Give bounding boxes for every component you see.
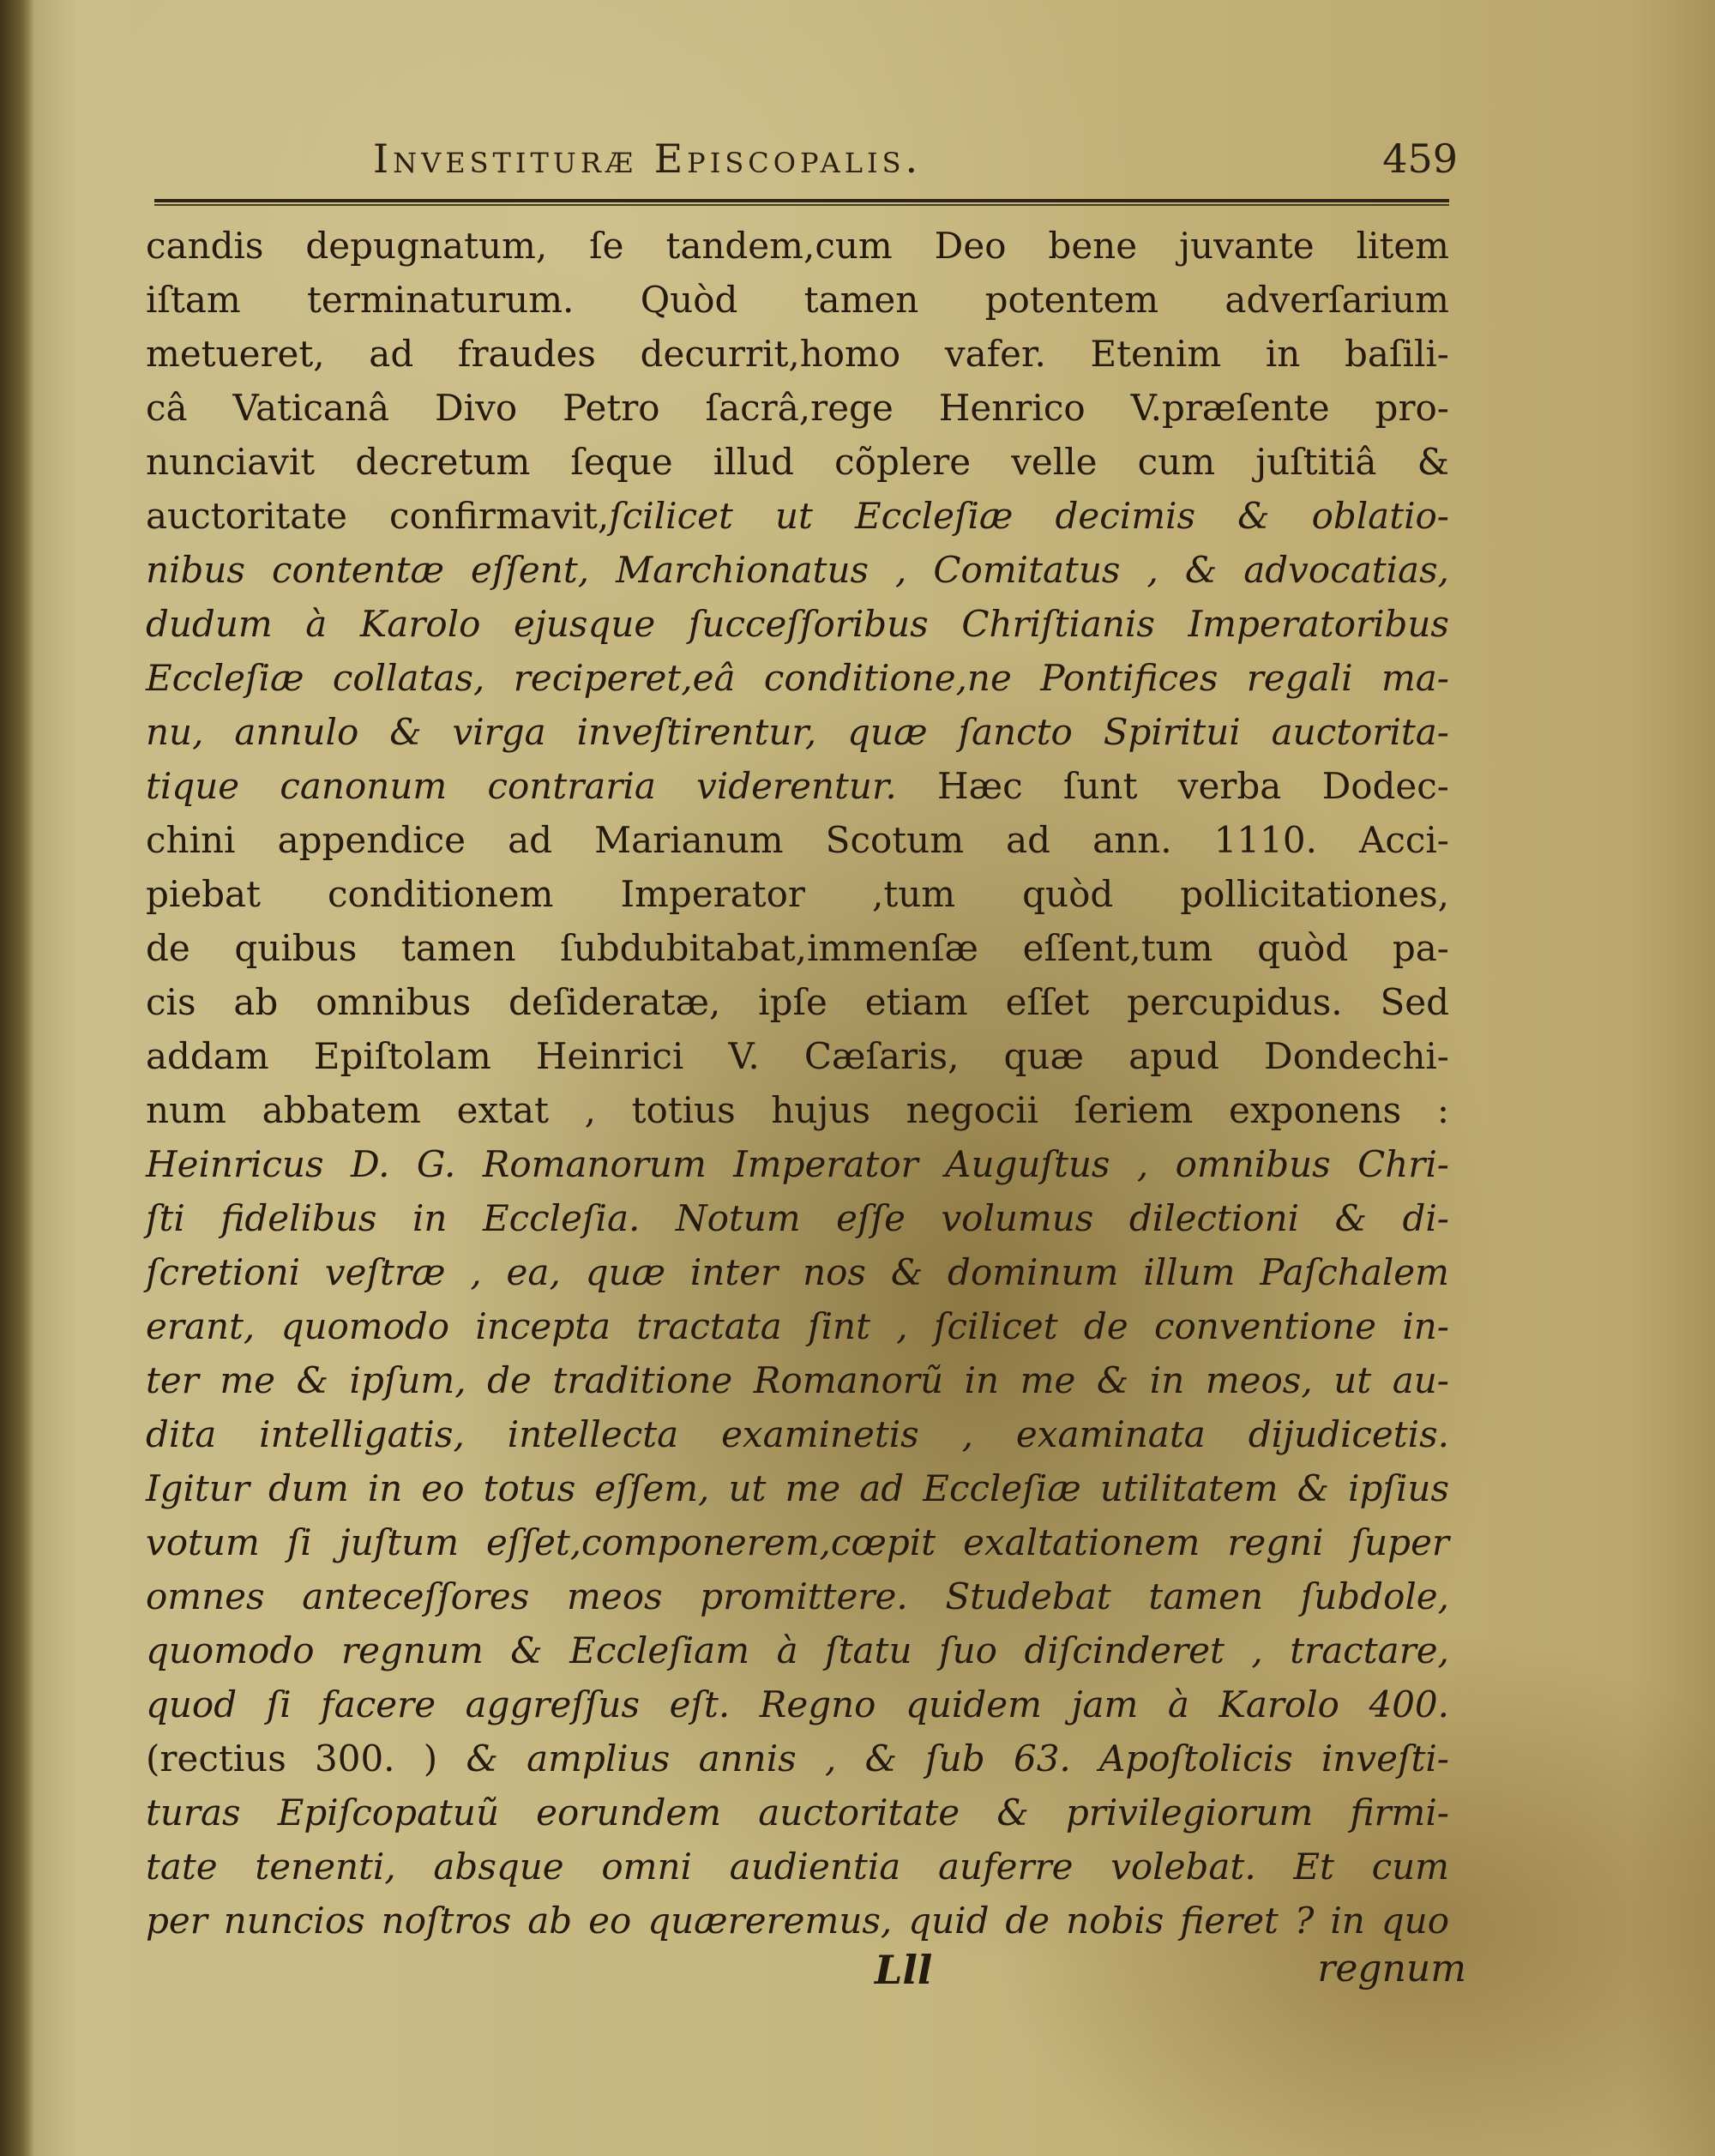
text-line [146, 489, 1449, 543]
text-line-content: nunciavit decretum ſeque illud cõplere velle cum juſtitiâ & [146, 441, 1449, 483]
text-line-content: quod ſi facere aggreſſus eſt. Regno quidem jam à Karolo 400. [146, 1683, 1449, 1725]
text-line [146, 381, 1449, 435]
page-number: 459 [1382, 136, 1458, 182]
text-line [146, 273, 1449, 327]
text-line-content: ter me & ipſum, de traditione Romanorũ in me & in meos, ut au- [146, 1359, 1449, 1401]
text-line-content: votum ſi juſtum eſſet,componerem,cœpit exaltationem regni ſuper [146, 1521, 1449, 1563]
text-line [146, 1029, 1449, 1083]
text-line [146, 705, 1449, 759]
text-line-content: ſti fidelibus in Eccleſia. Notum eſſe volumus dilectioni & di- [146, 1197, 1449, 1239]
text-line-content: chini appendice ad Marianum Scotum ad ann. 1110. Acci- [146, 819, 1449, 861]
text-line-content: candis depugnatum, ſe tandem,cum Deo bene juvante litem [146, 225, 1449, 267]
text-line [146, 1894, 1449, 1948]
text-line-content: de quibus tamen ſubdubitabat,immenſæ eſſent,tum quòd pa- [146, 927, 1449, 969]
text-line-content: omnes anteceſſores meos promittere. Studebat tamen ſubdole, [146, 1575, 1449, 1617]
text-line [146, 1840, 1449, 1894]
text-line [146, 435, 1449, 489]
text-line [146, 1461, 1449, 1515]
text-line [146, 1407, 1449, 1461]
text-line-prefix: tique canonum contraria viderentur. [146, 765, 897, 807]
text-line-prefix: auctoritate confirmavit, [146, 495, 610, 537]
running-head [154, 129, 1458, 189]
text-line-content: turas Epiſcopatuũ eorundem auctoritate & privilegiorum firmi- [146, 1792, 1449, 1834]
text-line-content: per nuncios noſtros ab eo quæreremus, quid de nobis fieret ? in quo [146, 1900, 1449, 1942]
text-line [146, 1191, 1449, 1245]
text-line [146, 759, 1449, 813]
text-line [146, 1569, 1449, 1623]
page-footer [146, 1947, 1466, 2007]
text-line [146, 867, 1449, 921]
text-line [146, 651, 1449, 705]
text-line-content: câ Vaticanâ Divo Petro ſacrâ,rege Henrico V.præſente pro- [146, 387, 1449, 429]
text-line-content: Heinricus D. G. Romanorum Imperator Auguſtus , omnibus Chri- [146, 1143, 1449, 1185]
text-line [146, 1731, 1449, 1786]
text-line-content: num abbatem extat , totius hujus negocii ſeriem exponens : [146, 1089, 1449, 1131]
text-line [146, 1137, 1449, 1191]
text-line-content: nu, annulo & virga inveſtirentur, quæ ſancto Spiritui auctorita- [146, 711, 1449, 753]
text-line-prefix: (rectius 300. ) [146, 1737, 438, 1780]
text-line [146, 327, 1449, 381]
text-line-content: ſcretioni veſtræ , ea, quæ inter nos & dominum illum Paſchalem [146, 1251, 1449, 1293]
text-line [146, 921, 1449, 975]
text-line [146, 1083, 1449, 1137]
text-line [146, 597, 1449, 651]
text-line [146, 975, 1449, 1029]
text-line [146, 1299, 1449, 1353]
catchword: regnum [1317, 1947, 1466, 1990]
text-line [146, 1245, 1449, 1299]
text-line-content: Hæc ſunt verba Dodec- [896, 765, 1449, 807]
text-line-content: & amplius annis , & ſub 63. Apoſtolicis inveſti- [437, 1737, 1449, 1780]
text-line-content: nibus contentæ eſſent, Marchionatus , Comitatus , & advocatias, [146, 549, 1449, 591]
text-line-content: tate tenenti, absque omni audientia auferre volebat. Et cum [146, 1846, 1449, 1888]
running-title: Investiturӕ Episcopalis. [373, 136, 923, 182]
text-line-content: quomodo regnum & Eccleſiam à ſtatu ſuo diſcinderet , tractare, [146, 1629, 1449, 1671]
text-line [146, 219, 1449, 273]
text-line-content: dita intelligatis, intellecta examinetis , examinata dijudicetis. [146, 1413, 1449, 1455]
text-line [146, 1623, 1449, 1677]
text-line [146, 1786, 1449, 1840]
binding-gutter [0, 0, 34, 2156]
text-line-content: Igitur dum in eo totus eſſem, ut me ad Eccleſiæ utilitatem & ipſius [146, 1467, 1449, 1509]
text-line-content: piebat conditionem Imperator ,tum quòd pollicitationes, [146, 873, 1449, 915]
text-line-content: erant, quomodo incepta tractata ſint , ſcilicet de conventione in- [146, 1305, 1449, 1347]
text-line [146, 1353, 1449, 1407]
text-line-content: metueret, ad fraudes decurrit,homo vafer. Etenim in baſili- [146, 333, 1449, 375]
text-line-content: Eccleſiæ collatas, reciperet,eâ conditione,ne Pontifices regali ma- [146, 657, 1449, 699]
body-text [146, 219, 1449, 1948]
text-line-content: iſtam terminaturum. Quòd tamen potentem adverſarium [146, 279, 1449, 321]
text-line [146, 543, 1449, 597]
text-line-content: ſcilicet ut Eccleſiæ decimis & oblatio- [609, 495, 1449, 537]
text-line-content: addam Epiſtolam Heinrici V. Cæſaris, quæ apud Dondechi- [146, 1035, 1449, 1077]
text-line [146, 1515, 1449, 1569]
text-line-content: cis ab omnibus deſideratæ, ipſe etiam eſſet percupidus. Sed [146, 981, 1449, 1023]
text-line [146, 813, 1449, 867]
signature-mark: Lll [875, 1947, 933, 1993]
header-rule [154, 199, 1449, 206]
text-line-content: dudum à Karolo ejusque ſucceſſoribus Chriſtianis Imperatoribus [146, 603, 1449, 645]
text-line [146, 1677, 1449, 1731]
